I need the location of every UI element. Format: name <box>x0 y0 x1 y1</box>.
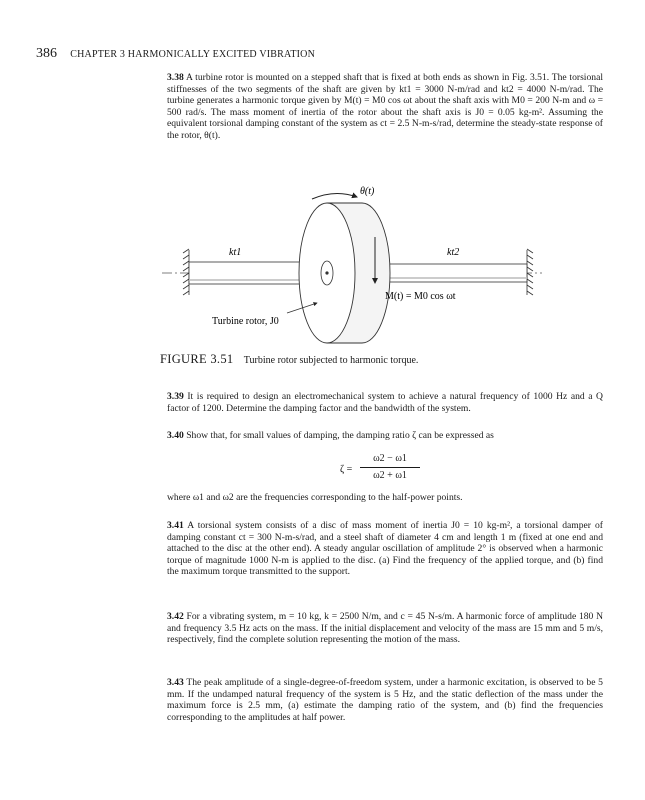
problem-text: where ω1 and ω2 are the frequencies corresponding to the half-power points. <box>167 492 463 503</box>
left-support <box>183 249 189 295</box>
rotor-label: Turbine rotor, J0 <box>212 316 279 327</box>
problem-text: For a vibrating system, m = 10 kg, k = 2500 N/m, and c = 45 N-s/m. A harmonic force of amplitude 180 N and frequency 3.5 Hz acts on the mass. If the initial displacement and velocity of the mass are 15 mm and 5 m/s, respectively, find the complete solution representing the motion of the mass. <box>167 611 604 646</box>
problem-3-42 <box>167 611 603 646</box>
torque-label: M(t) = M0 cos ωt <box>385 291 456 302</box>
problem-number: 3.39 <box>167 391 184 402</box>
problem-number: 3.42 <box>167 611 184 622</box>
page-header <box>36 45 315 62</box>
problem-text: It is required to design an electromechanical system to achieve a natural frequency of 1000 Hz and a Q factor of 1200. Determine the damping factor and the bandwidth of the system. <box>167 391 603 414</box>
problem-3-38 <box>167 72 603 142</box>
problem-text: A torsional system consists of a disc of mass moment of inertia J0 = 10 kg-m², a torsional damper of damping constant ct = 300 N-m-s/rad, and a steel shaft of diameter 4 cm and length 1 m (fixed at one end and attached to the disc at the other end). A steady angular oscillation of amplitude 2° is observed when a harmonic torque of magnitude 1000 N-m is applied to the disc. (a) Find the frequency of the applied torque, and (b) find the maximum torque transmitted to the support. <box>167 520 603 578</box>
equation-fraction <box>360 453 420 481</box>
turbine-figure <box>157 185 557 345</box>
problem-3-41 <box>167 520 603 578</box>
caption-label: FIGURE 3.51 <box>160 352 234 366</box>
problem-3-43 <box>167 677 603 723</box>
problem-text: A turbine rotor is mounted on a stepped shaft that is fixed at both ends as shown in Fig. 3.51. The torsional stiffnesses of the two segments of the shaft are given by kt1 = 3000 N-m/rad and kt2 = 4000 N-m/rad. The turbine generates a harmonic torque given by M(t) = M0 cos ωt about the shaft axis with M0 = 200 N-m and ω = 500 rad/s. The mass moment of inertia of the rotor about the shaft axis is J0 = 0.05 kg-m². Assuming the equivalent torsional damping constant of the system as ct = 2.5 N-m-s/rad, determine the steady-state response of the rotor, θ(t). <box>167 72 603 141</box>
chapter-title: CHAPTER 3 HARMONICALLY EXCITED VIBRATION <box>70 49 316 60</box>
problem-number: 3.40 <box>167 430 184 441</box>
right-support <box>527 249 533 295</box>
problem-number: 3.43 <box>167 677 184 688</box>
rotor-disc <box>299 203 390 343</box>
caption-text: Turbine rotor subjected to harmonic torque. <box>243 355 419 366</box>
page-number: 386 <box>36 46 57 61</box>
problem-3-40 <box>167 430 603 442</box>
equation-denominator: ω2 + ω1 <box>373 470 407 481</box>
kt2-label: kt2 <box>447 247 460 258</box>
shaft-segment-2 <box>377 264 527 282</box>
equation-numerator: ω2 − ω1 <box>373 453 407 464</box>
problem-3-39 <box>167 391 603 414</box>
problem-number: 3.41 <box>167 520 184 531</box>
problem-3-40-continued <box>167 492 603 504</box>
problem-text: Show that, for small values of damping, the damping ratio ζ can be expressed as <box>186 430 494 441</box>
figure-caption <box>160 352 418 367</box>
theta-label: θ(t) <box>360 186 375 197</box>
problem-text: The peak amplitude of a single-degree-of-freedom system, under a harmonic excitation, is observed to be 5 mm. If the undamped natural frequency of the system is 5 Hz, and the static deflection of the mass under the maximum force is 2.5 mm, (a) estimate the damping ratio of the system, and (b) find the frequencies corresponding to the amplitudes at half power. <box>167 677 603 723</box>
theta-arrow <box>312 193 357 199</box>
problem-number: 3.38 <box>167 72 184 83</box>
equation-lhs: ζ = <box>340 464 353 475</box>
kt1-label: kt1 <box>229 247 242 258</box>
